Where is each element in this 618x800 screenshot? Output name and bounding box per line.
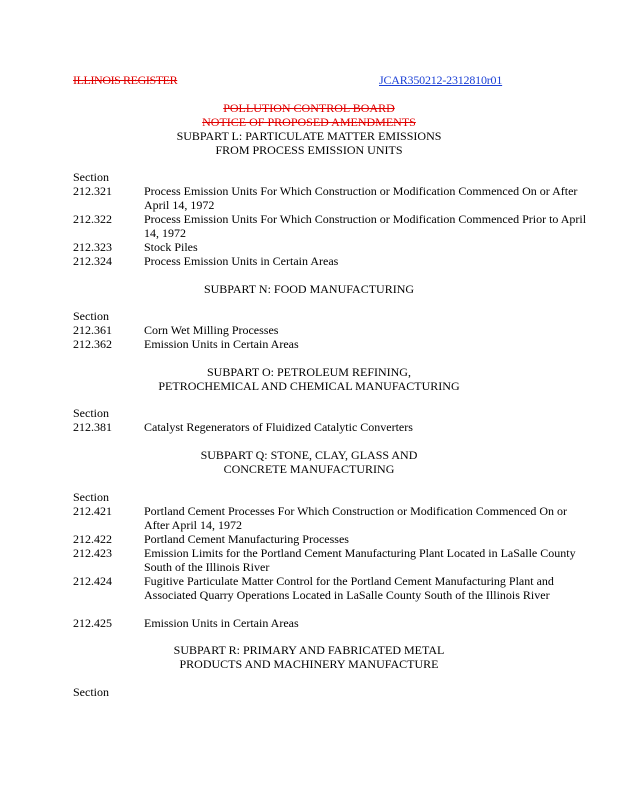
board-name: POLLUTION CONTROL BOARD <box>223 101 395 115</box>
subpart-l-title-2: FROM PROCESS EMISSION UNITS <box>215 143 403 157</box>
section-number: 212.362 <box>73 337 112 351</box>
section-label: Section <box>73 170 109 184</box>
subpart-o-title: SUBPART O: PETROLEUM REFINING, <box>207 365 411 379</box>
subpart-n-title: SUBPART N: FOOD MANUFACTURING <box>203 282 415 296</box>
section-description: Process Emission Units in Certain Areas <box>144 254 339 268</box>
section-description: Emission Limits for the Portland Cement Manufacturing Plant Located in LaSalle County South of the Illinois River <box>144 546 576 574</box>
subpart-l-title: SUBPART L: PARTICULATE MATTER EMISSIONS <box>176 129 442 143</box>
section-description: Catalyst Regenerators of Fluidized Catalytic Converters <box>144 420 413 434</box>
document-id-link[interactable]: JCAR350212-2312810r01 <box>379 73 503 87</box>
section-label: Section <box>73 685 109 699</box>
section-number: 212.381 <box>73 420 112 434</box>
register-header: ILLINOIS REGISTER <box>73 73 178 87</box>
section-description: Emission Units in Certain Areas <box>144 337 299 351</box>
section-description: Fugitive Particulate Matter Control for the Portland Cement Manufacturing Plant and Associated Quarry Operations Located in LaSalle County South of the Illinois River <box>144 574 554 602</box>
section-number: 212.321 <box>73 184 112 198</box>
section-description: Stock Piles <box>144 240 198 254</box>
section-number: 212.323 <box>73 240 112 254</box>
section-description: Corn Wet Milling Processes <box>144 323 279 337</box>
section-description: Process Emission Units For Which Construction or Modification Commenced On or After April 14, 1972 <box>144 184 578 212</box>
section-description: Emission Units in Certain Areas <box>144 616 299 630</box>
section-description: Process Emission Units For Which Construction or Modification Commenced Prior to April 14, 1972 <box>144 212 587 240</box>
notice-title: NOTICE OF PROPOSED AMENDMENTS <box>202 115 416 129</box>
section-number: 212.425 <box>73 616 112 630</box>
section-description: Portland Cement Manufacturing Processes <box>144 532 349 546</box>
section-description: Portland Cement Processes For Which Construction or Modification Commenced On or After April 14, 1972 <box>144 504 568 532</box>
subpart-q-title-2: CONCRETE MANUFACTURING <box>223 462 395 476</box>
subpart-q-title: SUBPART Q: STONE, CLAY, GLASS AND <box>200 448 418 462</box>
section-number: 212.422 <box>73 532 112 546</box>
section-number: 212.322 <box>73 212 112 226</box>
section-label: Section <box>73 309 109 323</box>
section-number: 212.324 <box>73 254 112 268</box>
section-number: 212.421 <box>73 504 112 518</box>
section-number: 212.423 <box>73 546 112 560</box>
section-label: Section <box>73 406 109 420</box>
section-number: 212.424 <box>73 574 112 588</box>
subpart-o-title-2: PETROCHEMICAL AND CHEMICAL MANUFACTURING <box>158 379 460 393</box>
section-label: Section <box>73 490 109 504</box>
section-number: 212.361 <box>73 323 112 337</box>
subpart-r-title-2: PRODUCTS AND MACHINERY MANUFACTURE <box>179 657 439 671</box>
subpart-r-title: SUBPART R: PRIMARY AND FABRICATED METAL <box>173 643 445 657</box>
